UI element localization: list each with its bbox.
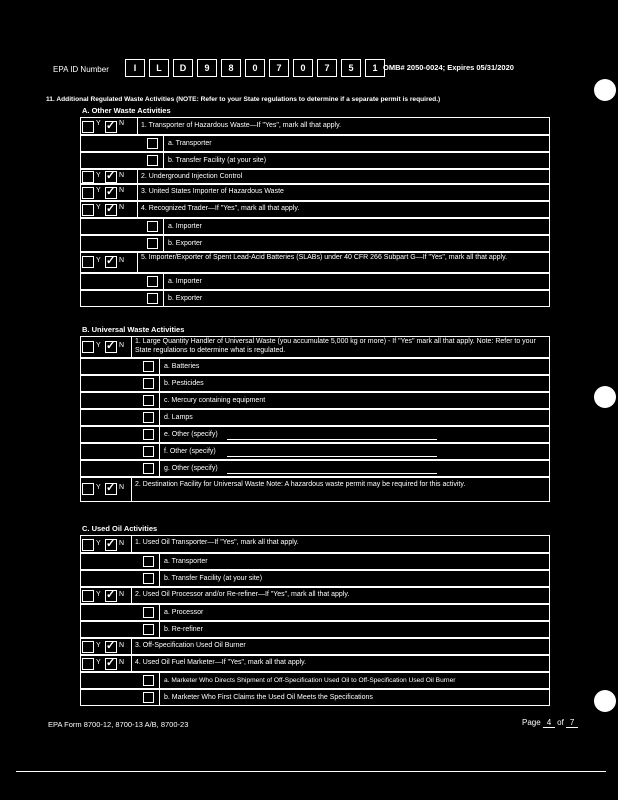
checkbox[interactable] [143, 378, 154, 389]
no-checkbox[interactable] [105, 121, 117, 133]
item-label: e. Other (specify) [164, 431, 218, 438]
item-label: b. Exporter [168, 240, 203, 247]
item-label: a. Importer [168, 278, 202, 285]
specify-input[interactable] [227, 439, 437, 440]
scan-edge-line [16, 771, 606, 772]
checkbox[interactable] [143, 463, 154, 474]
item-label: a. Batteries [164, 363, 200, 370]
epa-id-char: 7 [269, 59, 289, 77]
checkbox[interactable] [143, 692, 154, 703]
yes-checkbox[interactable] [82, 483, 94, 495]
check-mark-icon: ✓ [106, 120, 116, 132]
epa-id-char: 8 [221, 59, 241, 77]
row-divider [131, 639, 132, 654]
omb-number: OMB# 2050-0024; Expires 05/31/2020 [383, 63, 514, 72]
checkbox[interactable] [143, 607, 154, 618]
specify-input[interactable] [227, 456, 437, 457]
row-b1e [80, 426, 550, 443]
row-b2 [80, 477, 550, 502]
item-label: a. Processor [164, 609, 204, 616]
yes-label: Y [96, 642, 101, 649]
checkbox[interactable] [143, 675, 154, 686]
checkbox[interactable] [143, 412, 154, 423]
item-label: c. Mercury containing equipment [164, 397, 266, 404]
check-mark-icon: ✓ [106, 538, 116, 550]
row-b1f [80, 443, 550, 460]
check-mark-icon: ✓ [106, 340, 116, 352]
row-a5 [80, 252, 550, 273]
item-label: 1. Transporter of Hazardous Waste—If "Yes", mark all that apply. [141, 122, 342, 129]
row-divider [131, 588, 132, 603]
row-a4b [80, 235, 550, 252]
no-checkbox[interactable] [105, 341, 117, 353]
no-checkbox[interactable] [105, 187, 117, 199]
row-c1 [80, 535, 550, 553]
row-a1 [80, 117, 550, 135]
row-divider [159, 690, 160, 705]
yes-checkbox[interactable] [82, 658, 94, 670]
no-checkbox[interactable] [105, 483, 117, 495]
section-11-title: 11. Additional Regulated Waste Activities (NOTE: Refer to your State regulations to determine if a separate permit is required.) [46, 96, 441, 103]
row-a2 [80, 169, 550, 184]
section-c-title: C. Used Oil Activities [82, 524, 158, 533]
item-label: 5. Importer/Exporter of Spent Lead-Acid Batteries (SLABs) under 40 CFR 266 Subpart G—If "Yes", mark all that apply. [141, 254, 508, 261]
row-b1a [80, 358, 550, 375]
row-divider [163, 136, 164, 151]
item-label: b. Transfer Facility (at your site) [164, 575, 263, 582]
yes-checkbox[interactable] [82, 204, 94, 216]
no-label: N [119, 642, 125, 649]
yes-label: Y [96, 257, 101, 264]
row-c4 [80, 655, 550, 672]
form-number: EPA Form 8700-12, 8700-13 A/B, 8700-23 [48, 720, 189, 729]
row-divider [159, 622, 160, 637]
epa-id-char: L [149, 59, 169, 77]
checkbox[interactable] [143, 624, 154, 635]
row-divider [159, 359, 160, 374]
check-mark-icon: ✓ [106, 186, 116, 198]
punch-hole-bottom [594, 690, 616, 712]
checkbox[interactable] [143, 429, 154, 440]
row-divider [159, 673, 160, 688]
item-label: 2. Destination Facility for Universal Waste Note: A hazardous waste permit may be required for this activity. [135, 481, 466, 488]
item-label: 2. Used Oil Processor and/or Re-refiner—If "Yes", mark all that apply. [135, 591, 350, 598]
punch-hole-middle [594, 386, 616, 408]
row-divider [163, 274, 164, 289]
yes-label: Y [96, 659, 101, 666]
item-label: 4. Used Oil Fuel Marketer—If "Yes", mark all that apply. [135, 659, 307, 666]
row-divider [159, 410, 160, 425]
page-total: 7 [566, 718, 578, 728]
item-label: 1. Large Quantity Handler of Universal Waste (you accumulate 5,000 kg or more) - If "Yes" mark all that apply. Note: Refer to your State regulations to determine what is regulated. [135, 338, 536, 354]
no-checkbox[interactable] [105, 171, 117, 183]
row-divider [131, 656, 132, 671]
yes-checkbox[interactable] [82, 341, 94, 353]
page-label: Page [522, 718, 541, 727]
row-a1a [80, 135, 550, 152]
no-checkbox[interactable] [105, 539, 117, 551]
yes-checkbox[interactable] [82, 590, 94, 602]
specify-input[interactable] [227, 473, 437, 474]
item-label: a. Transporter [168, 140, 212, 147]
row-divider [163, 291, 164, 306]
row-a5a [80, 273, 550, 290]
item-label: a. Importer [168, 223, 202, 230]
yes-label: Y [96, 591, 101, 598]
checkbox[interactable] [143, 446, 154, 457]
no-label: N [119, 187, 125, 194]
row-c4b [80, 689, 550, 706]
epa-id-char: 1 [365, 59, 385, 77]
item-label: b. Pesticides [164, 380, 204, 387]
epa-id-char: 5 [341, 59, 361, 77]
no-label: N [119, 659, 125, 666]
row-c2 [80, 587, 550, 604]
row-c1a [80, 553, 550, 570]
checkbox[interactable] [143, 556, 154, 567]
yes-checkbox[interactable] [82, 121, 94, 133]
item-label: d. Lamps [164, 414, 193, 421]
row-divider [159, 571, 160, 586]
row-b1c [80, 392, 550, 409]
row-divider [131, 536, 132, 552]
yes-checkbox[interactable] [82, 187, 94, 199]
row-divider [159, 605, 160, 620]
row-divider [131, 478, 132, 501]
row-divider [159, 376, 160, 391]
row-divider [137, 185, 138, 200]
epa-id-label: EPA ID Number [53, 65, 109, 74]
no-label: N [119, 484, 125, 491]
epa-id-char: 9 [197, 59, 217, 77]
row-divider [163, 153, 164, 168]
no-label: N [119, 120, 125, 127]
row-divider [137, 202, 138, 217]
row-c4a [80, 672, 550, 689]
checkbox[interactable] [143, 395, 154, 406]
no-label: N [119, 540, 125, 547]
row-divider [159, 393, 160, 408]
no-checkbox[interactable] [105, 590, 117, 602]
row-b1d [80, 409, 550, 426]
item-label: b. Transfer Facility (at your site) [168, 157, 267, 164]
checkbox[interactable] [143, 573, 154, 584]
checkbox[interactable] [143, 361, 154, 372]
epa-id-char: D [173, 59, 193, 77]
epa-id-char: 7 [317, 59, 337, 77]
yes-checkbox[interactable] [82, 539, 94, 551]
of-label: of [557, 718, 564, 727]
item-label: 4. Recognized Trader—If "Yes", mark all that apply. [141, 205, 300, 212]
row-a1b [80, 152, 550, 169]
yes-label: Y [96, 342, 101, 349]
checkbox[interactable] [147, 293, 158, 304]
check-mark-icon: ✓ [106, 657, 116, 669]
no-label: N [119, 172, 125, 179]
item-label: b. Exporter [168, 295, 203, 302]
item-label: a. Marketer Who Directs Shipment of Off-Specification Used Oil to Off-Specification Used Oil Burner [164, 677, 456, 684]
row-b1b [80, 375, 550, 392]
page-indicator [522, 718, 578, 728]
epa-id-char: 0 [293, 59, 313, 77]
no-label: N [119, 591, 125, 598]
no-checkbox[interactable] [105, 641, 117, 653]
item-label: 1. Used Oil Transporter—If "Yes", mark all that apply. [135, 539, 299, 546]
checkbox[interactable] [147, 155, 158, 166]
row-divider [159, 444, 160, 459]
checkbox[interactable] [147, 138, 158, 149]
checkbox[interactable] [147, 221, 158, 232]
row-c2a [80, 604, 550, 621]
row-a4a [80, 218, 550, 235]
row-divider [163, 219, 164, 234]
row-divider [137, 253, 138, 272]
row-a5b [80, 290, 550, 307]
epa-id-char: 0 [245, 59, 265, 77]
no-label: N [119, 342, 125, 349]
row-divider [159, 554, 160, 569]
no-label: N [119, 204, 125, 211]
row-divider [137, 118, 138, 134]
yes-label: Y [96, 484, 101, 491]
row-divider [131, 337, 132, 357]
no-checkbox[interactable] [105, 256, 117, 268]
check-mark-icon: ✓ [106, 589, 116, 601]
row-c2b [80, 621, 550, 638]
yes-label: Y [96, 187, 101, 194]
item-label: b. Marketer Who First Claims the Used Oil Meets the Specifications [164, 694, 373, 701]
check-mark-icon: ✓ [106, 482, 116, 494]
row-a3 [80, 184, 550, 201]
row-c3 [80, 638, 550, 655]
row-divider [163, 236, 164, 251]
check-mark-icon: ✓ [106, 640, 116, 652]
item-label: f. Other (specify) [164, 448, 216, 455]
check-mark-icon: ✓ [106, 170, 116, 182]
yes-checkbox[interactable] [82, 171, 94, 183]
punch-hole-top [594, 79, 616, 101]
page-number: 4 [543, 718, 555, 728]
no-checkbox[interactable] [105, 658, 117, 670]
item-label: b. Re-refiner [164, 626, 203, 633]
epa-id-char: I [125, 59, 145, 77]
checkbox[interactable] [147, 238, 158, 249]
section-b-title: B. Universal Waste Activities [82, 325, 185, 334]
row-divider [137, 170, 138, 183]
row-a4 [80, 201, 550, 218]
no-label: N [119, 257, 125, 264]
yes-label: Y [96, 120, 101, 127]
yes-label: Y [96, 540, 101, 547]
yes-label: Y [96, 172, 101, 179]
section-a-title: A. Other Waste Activities [82, 106, 171, 115]
item-label: 2. Underground Injection Control [141, 173, 243, 180]
item-label: a. Transporter [164, 558, 208, 565]
row-b1g [80, 460, 550, 477]
check-mark-icon: ✓ [106, 203, 116, 215]
no-checkbox[interactable] [105, 204, 117, 216]
row-divider [159, 427, 160, 442]
item-label: g. Other (specify) [164, 465, 218, 472]
yes-checkbox[interactable] [82, 256, 94, 268]
yes-checkbox[interactable] [82, 641, 94, 653]
epa-id-boxes [125, 59, 389, 77]
checkbox[interactable] [147, 276, 158, 287]
yes-label: Y [96, 204, 101, 211]
row-divider [159, 461, 160, 476]
item-label: 3. Off-Specification Used Oil Burner [135, 642, 246, 649]
item-label: 3. United States Importer of Hazardous Waste [141, 188, 284, 195]
row-c1b [80, 570, 550, 587]
row-b1 [80, 336, 550, 358]
check-mark-icon: ✓ [106, 255, 116, 267]
